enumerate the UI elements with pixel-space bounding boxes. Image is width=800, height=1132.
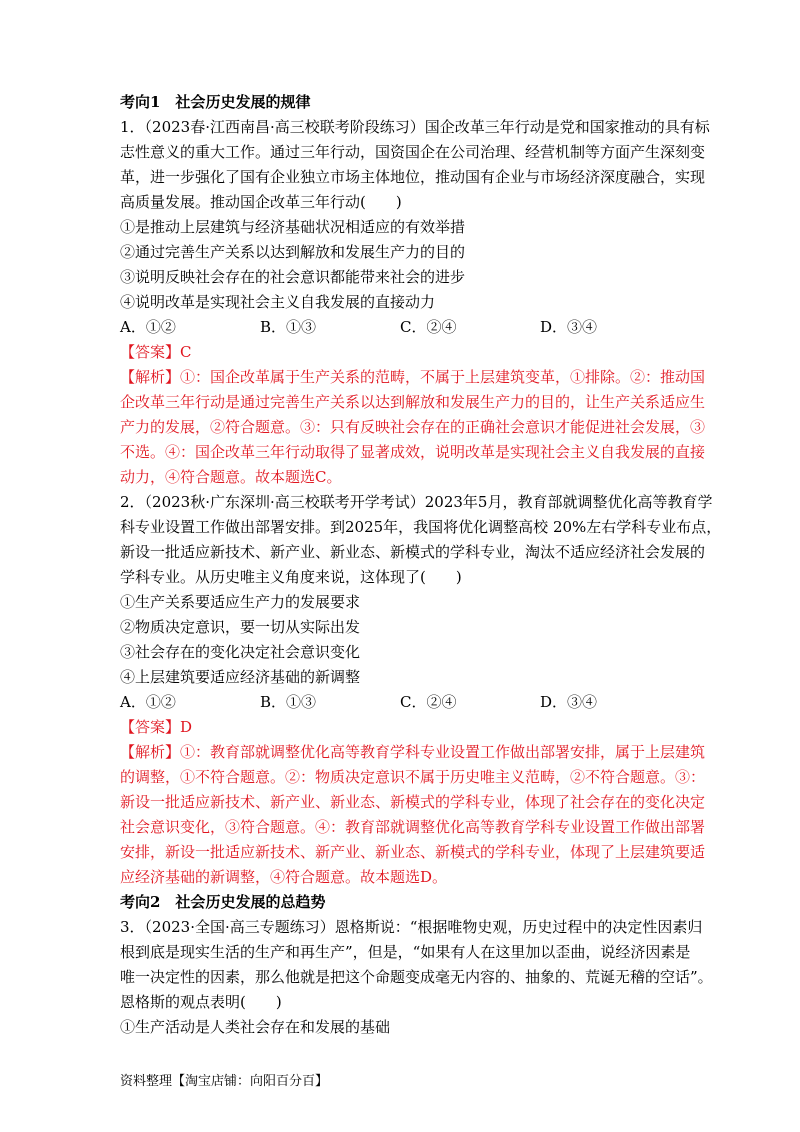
option-a: A．①② <box>120 318 176 336</box>
option-b: B．①③ <box>260 693 317 711</box>
option-c: C．②④ <box>400 318 457 336</box>
analysis-line: 的调整，①不符合题意。②：物质决定意识不属于历史唯主义范畴，②不符合题意。③： <box>120 768 706 786</box>
answer: 【答案】C <box>120 343 192 361</box>
option-c: C．②④ <box>400 693 457 711</box>
question-1 <box>120 115 710 490</box>
option-a: A．①② <box>120 693 176 711</box>
document-page <box>120 90 722 1040</box>
section-heading: 考向1 社会历史发展的规律 <box>120 93 311 111</box>
analysis-line: 新设一批适应新技术、新产业、新业态、新模式的学科专业，体现了社会存在的变化决定 <box>120 793 706 811</box>
question-stem-line: 1．（2023春·江西南昌·高三校联考阶段练习）国企改革三年行动是党和国家推动的具有标 <box>120 118 710 136</box>
options-row <box>120 690 680 715</box>
question-stem-line: 2．（2023秋·广东深圳·高三校联考开学考试）2023年5月，教育部就调整优化高等教育学 <box>120 493 713 511</box>
question-stem-line: 革，进一步强化了国有企业独立市场主体地位，推动国有企业与市场经济深度融合，实现 <box>120 168 706 186</box>
section-heading: 考向2 社会历史发展的总趋势 <box>120 893 326 911</box>
option-b: B．①③ <box>260 318 317 336</box>
statement: ③社会存在的变化决定社会意识变化 <box>120 643 361 661</box>
analysis-line: 社会意识变化，③符合题意。④：教育部就调整优化高等教育学科专业设置工作做出部署 <box>120 818 706 836</box>
answer: 【答案】D <box>120 718 193 736</box>
statement: ②通过完善生产关系以达到解放和发展生产力的目的 <box>120 243 466 261</box>
question-stem-line: 高质量发展。推动国企改革三年行动( ) <box>120 193 402 211</box>
statement: ③说明反映社会存在的社会意识都能带来社会的进步 <box>120 268 466 286</box>
options-row <box>120 315 680 340</box>
question-stem-line: 唯一决定性的因素，那么他就是把这个命题变成毫无内容的、抽象的、荒诞无稽的空话”。 <box>120 968 713 986</box>
analysis-line: 动力，④符合题意。故本题选C。 <box>120 468 342 486</box>
analysis-line: 不选。④：国企改革三年行动取得了显著成效，说明改革是实现社会主义自我发展的直接 <box>120 443 706 461</box>
option-d: D．③④ <box>540 693 598 711</box>
question-stem-line: 新设一批适应新技术、新产业、新业态、新模式的学科专业，淘汰不适应经济社会发展的 <box>120 543 706 561</box>
statement: ②物质决定意识，要一切从实际出发 <box>120 618 361 636</box>
question-stem-line: 学科专业。从历史唯主义角度来说，这体现了( ) <box>120 568 462 586</box>
analysis-line: 企改革三年行动是通过完善生产关系以达到解放和发展生产力的目的，让生产关系适应生 <box>120 393 706 411</box>
statement: ④上层建筑要适应经济基础的新调整 <box>120 668 361 686</box>
analysis-line: 【解析】①：教育部就调整优化高等教育学科专业设置工作做出部署安排，属于上层建筑 <box>120 743 706 761</box>
question-stem-line: 恩格斯的观点表明( ) <box>120 993 282 1011</box>
question-3 <box>120 915 713 1040</box>
analysis-line: 安排，新设一批适应新技术、新产业、新业态、新模式的学科专业，体现了上层建筑要适 <box>120 843 706 861</box>
footer: 资料整理【淘宝店铺：向阳百分百】 <box>120 1074 329 1089</box>
question-stem-line: 志性意义的重大工作。通过三年行动，国资国企在公司治理、经营机制等方面产生深刻变 <box>120 143 706 161</box>
analysis-line: 产力的发展，②符合题意。③：只有反映社会存在的正确社会意识才能促进社会发展，③ <box>120 418 706 436</box>
statement: ④说明改革是实现社会主义自我发展的直接动力 <box>120 293 436 311</box>
analysis-line: 应经济基础的新调整，④符合题意。故本题选D。 <box>120 868 448 886</box>
statement: ①是推动上层建筑与经济基础状况相适应的有效举措 <box>120 218 466 236</box>
question-stem-line: 科专业设置工作做出部署安排。到2025年，我国将优化调整高校 20%左右学科专业布点， <box>120 518 722 536</box>
question-2 <box>120 490 722 890</box>
question-stem-line: 3．（2023·全国·高三专题练习）恩格斯说：“根据唯物史观，历史过程中的决定性因素归 <box>120 918 703 936</box>
statement: ①生产关系要适应生产力的发展要求 <box>120 593 361 611</box>
analysis-line: 【解析】①：国企改革属于生产关系的范畴，不属于上层建筑变革，①排除。②：推动国 <box>120 368 706 386</box>
option-d: D．③④ <box>540 318 598 336</box>
statement: ①生产活动是人类社会存在和发展的基础 <box>120 1018 391 1036</box>
question-stem-line: 根到底是现实生活的生产和再生产”，但是，“如果有人在这里加以歪曲，说经济因素是 <box>120 943 691 961</box>
